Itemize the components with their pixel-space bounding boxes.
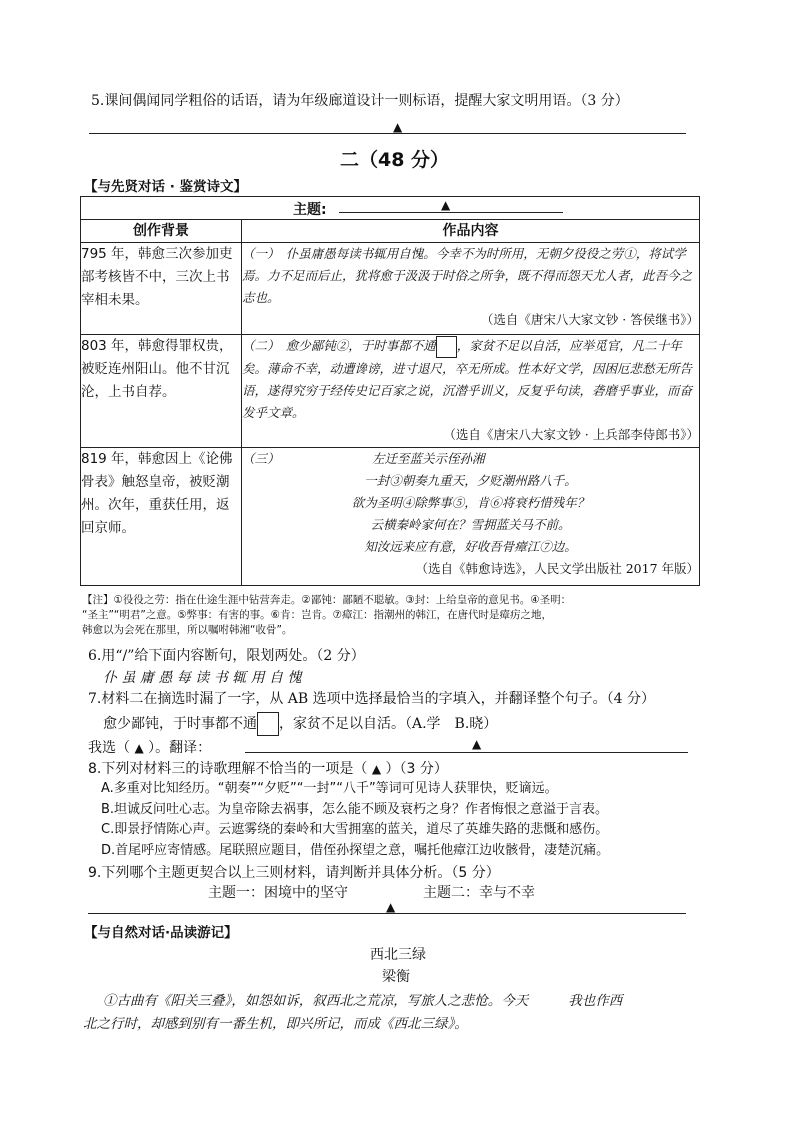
material-2-part-b: ，家贫不足以自活，应举觅官，凡二十年矣。薄命不幸，动遭谗谤，进寸退尺，卒无所成。性本好文学，因困厄悲愁无所告语，遂得究穷于经传史记百家之说，沉潜乎训义，反复乎句读，砻磨乎事业，而奋发乎文章。 <box>242 338 693 420</box>
question-9: 9.下列哪个主题更契合以上三则材料，请判断并具体分析。（5 分） <box>88 865 500 881</box>
background-cell-2: 803 年，韩愈得罪权贵，被贬连州阳山。他不甘沉沦，上书自荐。 <box>81 335 242 448</box>
content-cell-2 <box>242 335 700 448</box>
poem-line-2: 欲为圣明④除弊事⑤，肯⑥将衰朽惜残年？ <box>351 495 590 510</box>
question-5: 5.课间偶闻同学粗俗的话语，请为年级廊道设计一则标语，提醒大家文明用语。（3 分） <box>91 93 629 109</box>
essay-title: 西北三绿 <box>370 947 426 963</box>
q8-text: 8.下列对材料三的诗歌理解不恰当的一项是（ <box>88 761 368 777</box>
answer-mark-q7-choice[interactable]: ▲ <box>134 741 144 755</box>
essay-paragraph-1-cont: 北之行时，却感到别有一番生机，即兴所记，而成《西北三绿》。 <box>83 1016 468 1032</box>
poem-title: 左迁至蓝关示侄孙湘 <box>372 451 485 466</box>
material-3-source: （选自《韩愈诗选》，人民文学出版社 2017 年版） <box>415 561 699 576</box>
answer-line-q5 <box>89 133 686 134</box>
answer-mark-q5: ▲ <box>393 120 403 134</box>
answer-mark-q7-translation: ▲ <box>472 737 482 751</box>
background-cell-3: 819 年，韩愈因上《论佛骨表》触怒皇帝，被贬潮州。次年，重获任用，返回京师。 <box>81 448 242 586</box>
material-2-part-a: （二） 愈少鄙钝②，于时事都不通 <box>242 338 436 353</box>
theme-blank[interactable] <box>339 212 563 213</box>
material-2-text <box>242 335 699 424</box>
q8-option-d[interactable]: D.首尾呼应寄情感。尾联照应题目，借侄孙探望之意，嘱托他瘴江边收骸骨，凄楚沉痛。 <box>101 842 610 858</box>
note-line-1: 【注】①役役之劳：指在仕途生涯中钻营奔走。②鄙钝：鄙陋不聪敏。③封：上给皇帝的意见书。④圣明： <box>82 594 572 606</box>
q8-option-b[interactable]: B.坦诚反问吐心志。为皇帝除去祸事，怎么能不顾及衰朽之身？作者悔恨之意溢于言表。 <box>101 801 609 817</box>
q9-theme-1: 主题一：困境中的坚守 <box>208 885 348 901</box>
q7-sentence-a: 愈少鄙钝，于时事都不通 <box>103 716 257 732</box>
material-2-source: （选自《唐宋八大家文钞 · 上兵部李侍郎书》） <box>443 426 699 442</box>
footnotes <box>82 593 712 638</box>
q8-options <box>101 779 701 861</box>
header-content: 作品内容 <box>242 220 700 243</box>
essay-p1-part-a: ①古曲有《阳关三叠》，如怨如诉，叙西北之荒凉，写旅人之悲怆。今天 <box>103 993 529 1009</box>
note-line-2: “圣主”“明君”之意。⑤弊事：有害的事。⑥肯：岂肯。⑦瘴江：指潮州的韩江，在唐代时是瘴疠之地， <box>82 609 552 621</box>
content-cell-3 <box>242 448 700 586</box>
q7-missing-box[interactable] <box>257 712 279 736</box>
answer-mark-q8[interactable]: ▲ <box>371 762 382 776</box>
poem-line-4: 知汝远来应有意，好收吾骨瘴江⑦边。 <box>364 539 577 554</box>
note-line-3: 韩愈以为会死在那里，所以嘱咐韩湘“收骨”。 <box>82 624 293 636</box>
theme-label: 主题: <box>293 202 327 218</box>
q8-option-a[interactable]: A.多重对比知经历。“朝奏”“夕贬”“一封”“八千”等词可见诗人获罪快，贬谪远。 <box>101 781 558 796</box>
dialogue-heading-1: 【与先贤对话 · 鉴赏诗文】 <box>84 179 248 195</box>
q8-option-c[interactable]: C.即景抒情陈心声。云遮雾绕的秦岭和大雪拥塞的蓝关，道尽了英雄失路的悲慨和感伤。 <box>101 822 609 837</box>
background-cell-1: 795 年，韩愈三次参加吏部考核皆不中，三次上书宰相未果。 <box>81 243 242 335</box>
material-1-source: （选自《唐宋八大家文钞 · 答侯继书》） <box>480 312 699 327</box>
section-2-title: 二（48 分） <box>340 149 450 171</box>
q7-translate-label: ）。翻译： <box>148 740 212 756</box>
q7-sentence <box>103 712 497 736</box>
theme-row <box>81 197 700 220</box>
q6-sentence[interactable]: 仆 虽 庸 愚 每 读 书 辄 用 自 愧 <box>103 670 302 686</box>
material-1-text: （一） 仆虽庸愚每读书辄用自愧。今幸不为时所用，无朝夕役役之劳①，将试学焉。力不足而后止，犹将愈于汲汲于时俗之所争，既不得而怨天尤人者，此吾今之志也。 <box>242 246 693 305</box>
q8-text-end: ）（3 分） <box>385 761 448 777</box>
question-8 <box>88 758 448 778</box>
missing-char-box[interactable] <box>436 336 457 358</box>
essay-author: 梁衡 <box>382 969 410 985</box>
answer-mark-theme: ▲ <box>441 198 451 212</box>
q7-choose-label: 我选（ <box>88 740 130 756</box>
question-6: 6.用“/”给下面内容断句，限划两处。（2 分） <box>88 648 365 664</box>
material-3-label: （三） <box>242 451 280 466</box>
q9-theme-2: 主题二：幸与不幸 <box>423 885 535 901</box>
essay-p1-part-b: 我也作西 <box>568 993 623 1009</box>
q7-answer-row <box>88 737 211 757</box>
header-background: 创作背景 <box>81 220 242 243</box>
poem-line-1: 一封③朝奏九重天，夕贬潮州路八千。 <box>364 473 577 488</box>
q7-translation-line[interactable] <box>245 752 688 753</box>
answer-mark-q9: ▲ <box>386 900 396 914</box>
dialogue-heading-2: 【与自然对话·品读游记】 <box>84 925 238 941</box>
content-cell-1 <box>242 243 700 335</box>
q7-sentence-b: ，家贫不足以自活。（A.学 B.晓） <box>279 716 498 732</box>
material-table <box>80 196 700 586</box>
poem-line-3: 云横秦岭家何在？雪拥蓝关马不前。 <box>370 517 571 532</box>
essay-paragraph-1 <box>103 989 622 1009</box>
question-7: 7.材料二在摘选时漏了一字，从 AB 选项中选择最恰当的字填入，并翻译整个句子。（4 分） <box>88 691 656 707</box>
